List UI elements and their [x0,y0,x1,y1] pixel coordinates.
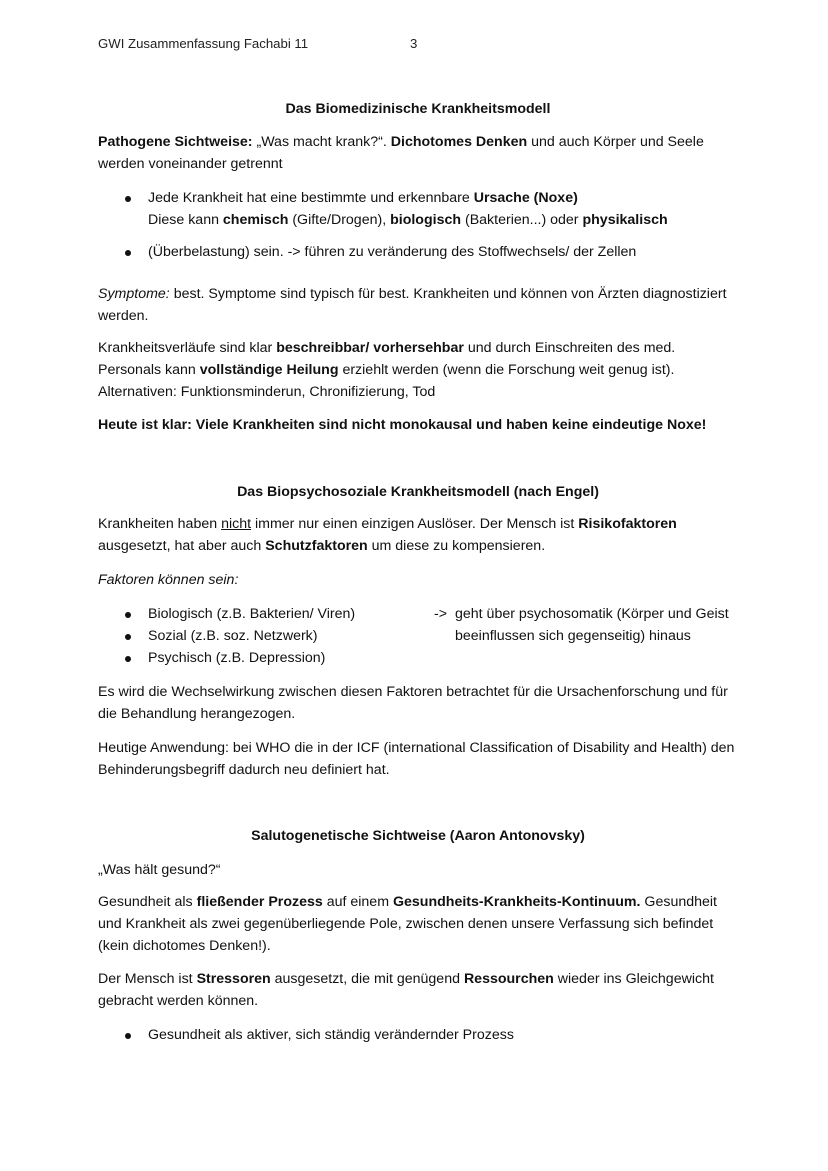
bold-text: physikalisch [582,212,668,228]
arrow-text: -> [434,606,448,622]
paragraph-interaction: Es wird die Wechselwirkung zwischen diesen Faktoren betrachtet für die Ursachenforschung und für die Behandlung herangezogen. [98,684,728,722]
list-item [98,241,738,263]
bold-text: Stressoren [196,971,271,987]
bold-text: Gesundheits-Krankheits-Kontinuum. [392,894,641,910]
bold-text: beschreibbar/ vorhersehbar [276,340,464,356]
text: ausgesetzt, hat aber auch [98,538,266,554]
bold-text: chemisch [222,212,289,228]
bold-text: Pathogene Sichtweise: [98,134,253,150]
factors-section [98,603,738,669]
text: auf einem [322,894,393,910]
paragraph-stressors [98,968,738,1012]
bullet-list-causes [98,187,738,263]
paragraph-course [98,337,738,403]
text: Krankheiten haben [98,516,222,532]
text: wieder ins Gleichgewicht gebracht werden können. [98,971,714,1009]
bold-text: Ressourchen [463,971,554,987]
text: „Was macht krank?“. [252,134,391,150]
paragraph-pathogenic-view [98,131,738,175]
list-item [98,187,738,231]
bold-text: vollständige Heilung [199,362,339,378]
text: Gesundheit als [98,894,197,910]
bullet-list-health [98,1024,738,1046]
text: und durch Einschreiten des med. Personals kann [98,340,676,378]
side-note-text: geht über psychosomatik (Körper und Geist beeinflussen sich gegenseitig) hinaus [455,606,729,644]
paragraph-continuum [98,891,738,957]
bold-text: biologisch [390,212,462,228]
bold-text: Dichotomes Denken [390,134,528,150]
side-note [434,603,734,647]
page-number: 3 [410,36,418,51]
text: Gesundheit und Krankheit als zwei gegenüberliegende Pole, zwischen denen unsere Verfassung sich befindet (kein dichotomes Denken!). [98,894,717,954]
quote-what-keeps-healthy: „Was hält gesund?“ [98,862,221,878]
list-item: Psychisch (z.B. Depression) [98,647,738,669]
text: und auch Körper und Seele werden voneinander getrennt [98,134,704,172]
paragraph-conclusion: Heute ist klar: Viele Krankheiten sind nicht monokausal und haben keine eindeutige Noxe! [98,417,707,433]
bold-text: Schutzfaktoren [265,538,368,554]
text: um diese zu kompensieren. [367,538,546,554]
text: best. Symptome sind typisch für best. Krankheiten und können von Ärzten diagnostiziert werden. [98,286,727,324]
section-heading-salutogenesis: Salutogenetische Sichtweise (Aaron Antonovsky) [251,828,585,844]
section-heading-biopsychosocial: Das Biopsychosoziale Krankheitsmodell (nach Engel) [237,484,599,500]
text: ausgesetzt, die mit genügend [270,971,464,987]
list-item: Sozial (z.B. soz. Netzwerk) [98,625,738,647]
list-item: Gesundheit als aktiver, sich ständig verändernder Prozess [98,1024,738,1046]
text: Diese kann [148,212,223,228]
italic-text: Symptome: [98,286,170,302]
factors-label: Faktoren können sein: [98,572,239,588]
text: Jede Krankheit hat eine bestimmte und erkennbare [148,190,474,206]
text: (Überbelastung) sein. -> führen zu veränderung des Stoffwechsels/ der Zellen [148,244,637,260]
text: Krankheitsverläufe sind klar [98,340,277,356]
section-heading-biomedical: Das Biomedizinische Krankheitsmodell [285,101,551,117]
text: (Bakterien...) oder [461,212,583,228]
page-header [98,36,418,51]
bold-text: Risikofaktoren [578,516,677,532]
header-title: GWI Zusammenfassung Fachabi 11 [98,36,309,51]
underlined-text: nicht [221,516,252,532]
text: immer nur einen einzigen Auslöser. Der Mensch ist [251,516,579,532]
bold-text: fließender Prozess [196,894,323,910]
text: erziehlt werden (wenn die Forschung weit genug ist). Alternativen: Funktionsminderun, Chronifizierung, Tod [98,362,675,400]
paragraph-application: Heutige Anwendung: bei WHO die in der ICF (international Classification of Disability and Health) den Behinderungsbegriff dadurch neu definiert hat. [98,740,735,778]
bold-text: Ursache (Noxe) [473,190,578,206]
paragraph-symptoms [98,283,738,327]
paragraph-triggers [98,513,738,557]
text: (Gifte/Drogen), [288,212,391,228]
text: Der Mensch ist [98,971,197,987]
list-item: Biologisch (z.B. Bakterien/ Viren) [98,603,738,625]
